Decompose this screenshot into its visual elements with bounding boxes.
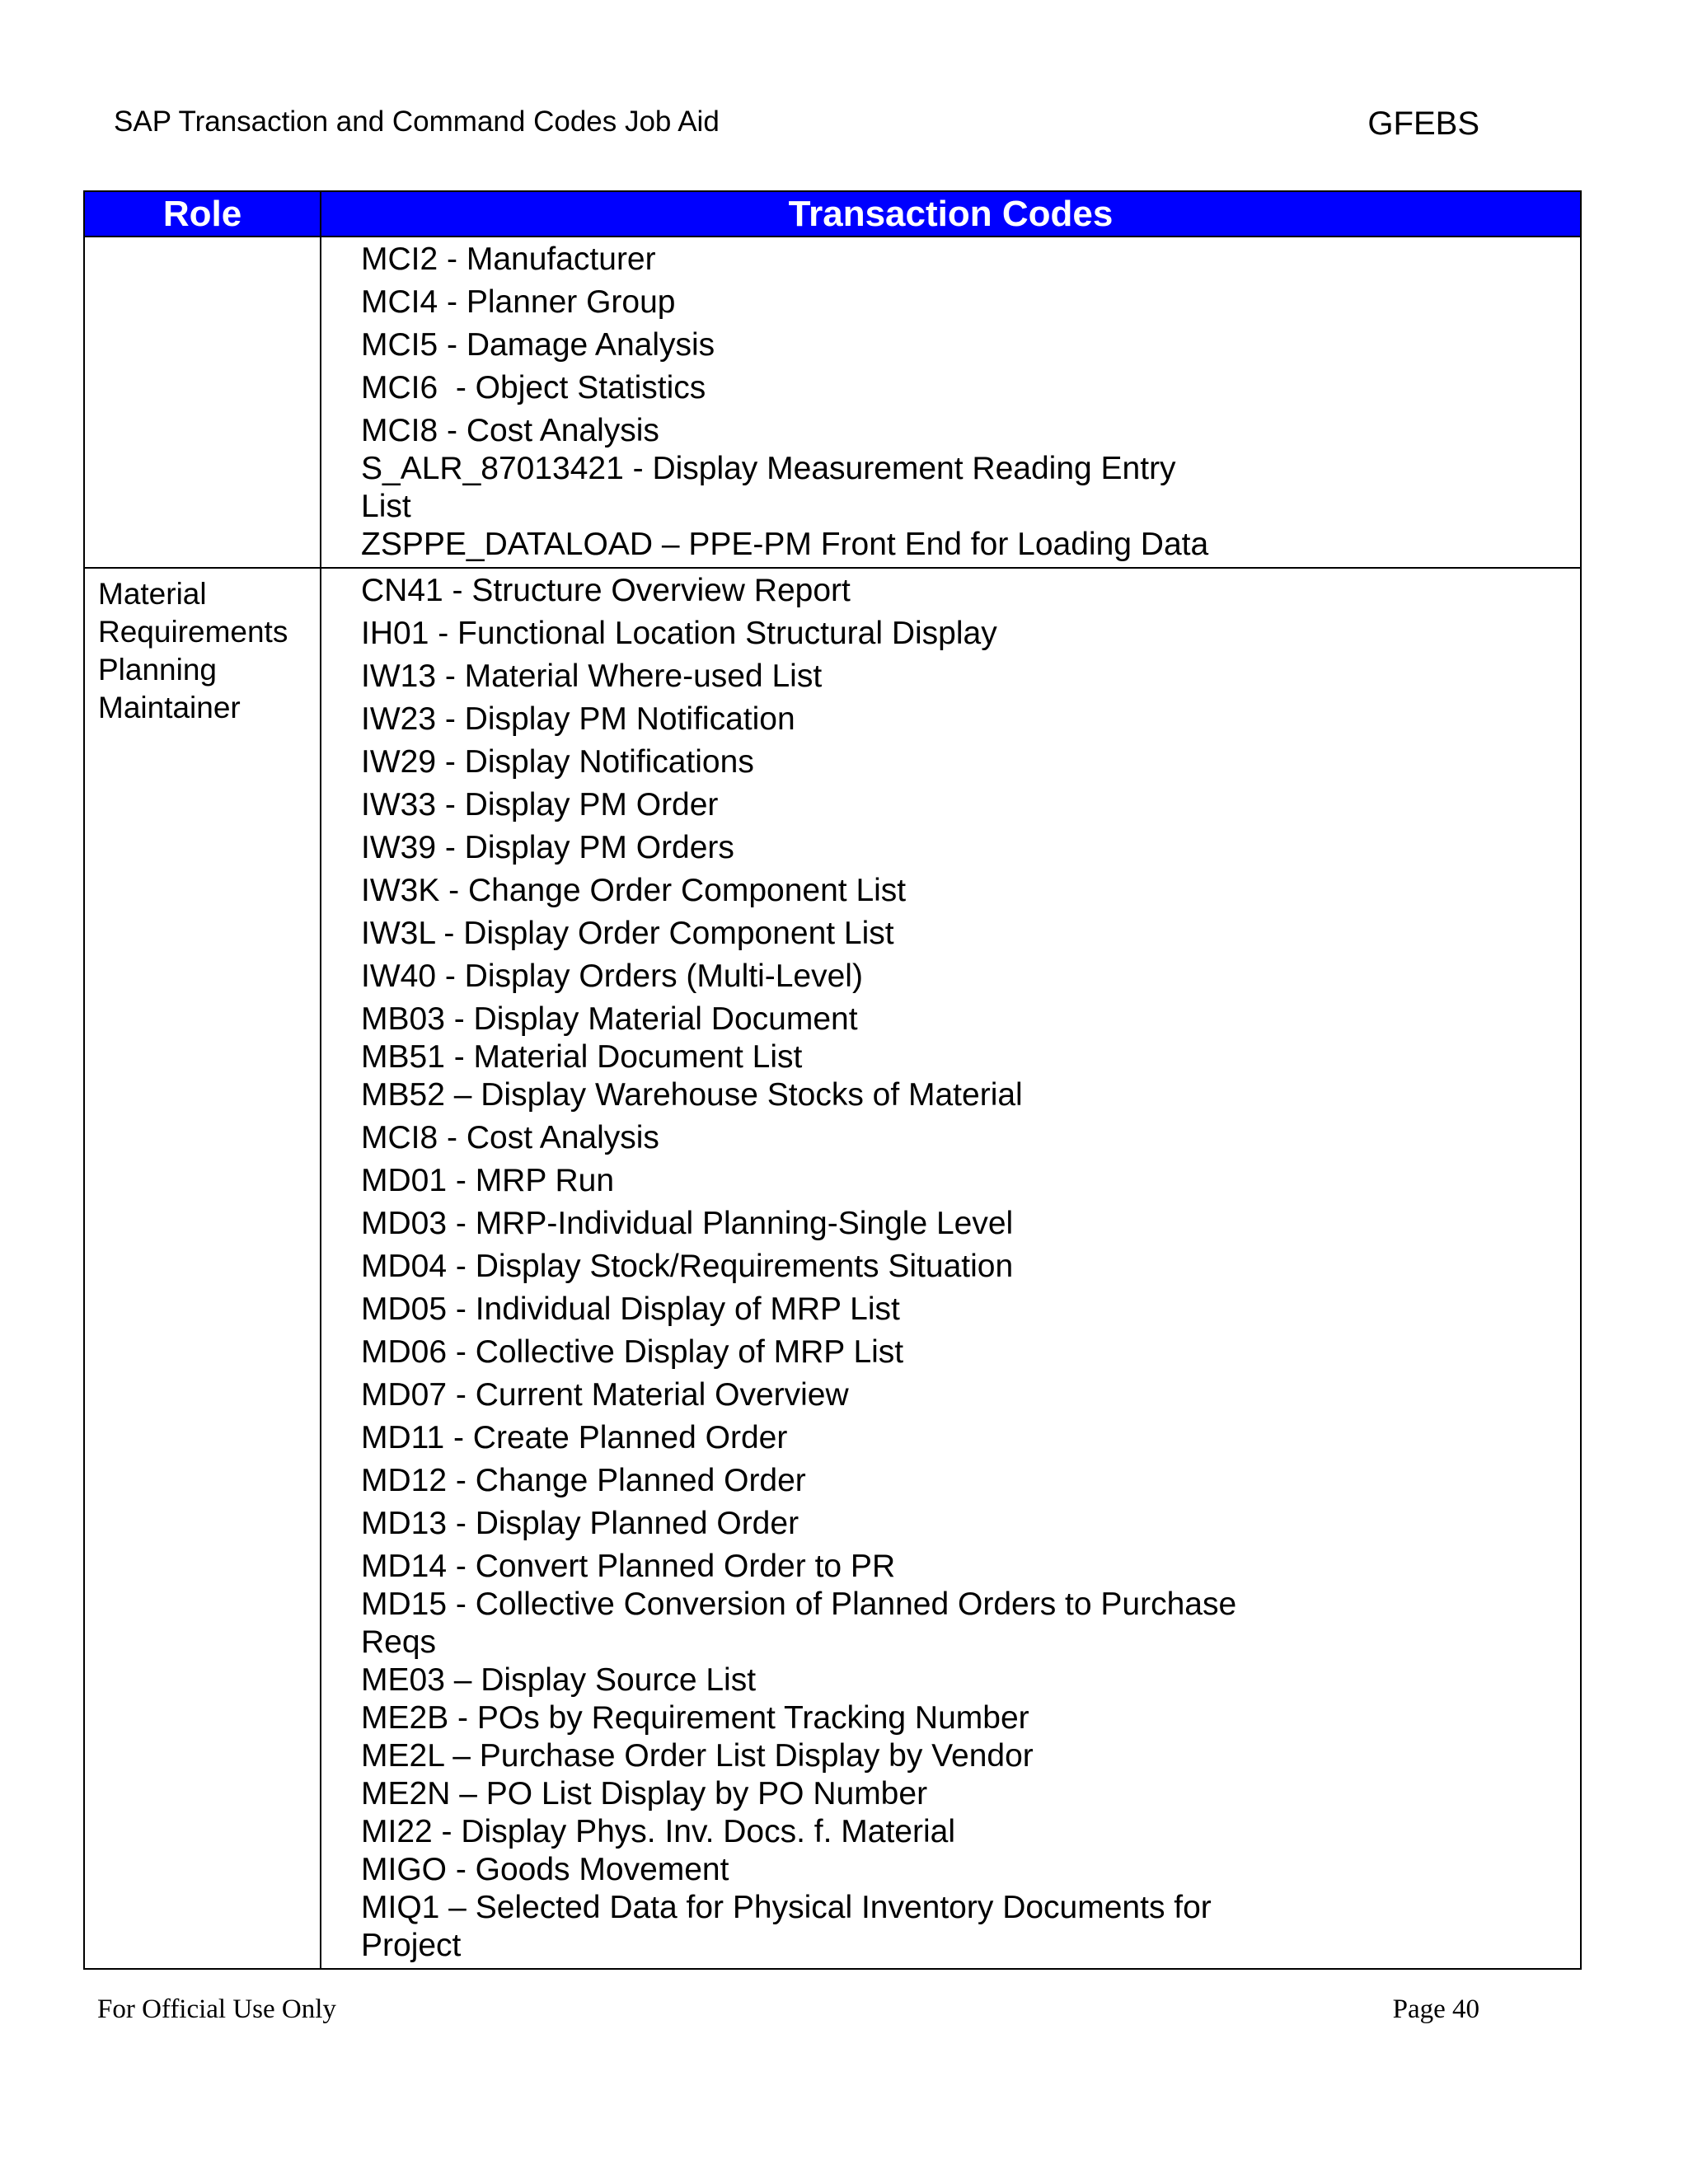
code-line: MD15 - Collective Conversion of Planned Orders to Purchase <box>361 1586 1237 1622</box>
transaction-codes-table <box>83 190 1582 1970</box>
codes-cell <box>321 237 1581 568</box>
code-line: ME03 – Display Source List <box>361 1662 757 1698</box>
code-line: MD03 - MRP-Individual Planning-Single Level <box>361 1206 1014 1241</box>
role-cell: Material Requirements Planning Maintainer <box>84 568 321 1969</box>
code-line-continuation: Reqs <box>361 1624 437 1660</box>
code-line-continuation: Project <box>361 1928 462 1963</box>
code-line: MCI8 - Cost Analysis <box>361 413 659 448</box>
code-line: IW39 - Display PM Orders <box>361 830 734 865</box>
role-cell <box>84 237 321 568</box>
code-line: IH01 - Functional Location Structural Display <box>361 616 997 651</box>
code-line: MD13 - Display Planned Order <box>361 1506 799 1541</box>
code-line: IW29 - Display Notifications <box>361 744 754 780</box>
code-line: ME2N – PO List Display by PO Number <box>361 1776 928 1811</box>
code-line: MCI8 - Cost Analysis <box>361 1120 659 1155</box>
code-line: MD07 - Current Material Overview <box>361 1377 849 1413</box>
code-line: ME2L – Purchase Order List Display by Vendor <box>361 1738 1034 1774</box>
code-line: MD06 - Collective Display of MRP List <box>361 1334 904 1370</box>
transaction-codes-column-header: Transaction Codes <box>321 191 1581 237</box>
footer-classification: For Official Use Only <box>97 1994 336 2024</box>
code-line: MD01 - MRP Run <box>361 1163 615 1198</box>
role-column-header: Role <box>84 191 321 237</box>
code-line: MD12 - Change Planned Order <box>361 1463 806 1498</box>
table-row <box>84 568 1581 1969</box>
code-line: IW3K - Change Order Component List <box>361 873 907 908</box>
table-header-row <box>84 191 1581 237</box>
system-name: GFEBS <box>1367 105 1479 142</box>
code-line: MIGO - Goods Movement <box>361 1852 729 1887</box>
table-row <box>84 237 1581 568</box>
code-line: MD11 - Create Planned Order <box>361 1420 788 1455</box>
code-line: ZSPPE_DATALOAD – PPE-PM Front End for Loading Data <box>361 527 1209 562</box>
code-line: MB52 – Display Warehouse Stocks of Material <box>361 1077 1023 1113</box>
document-title: SAP Transaction and Command Codes Job Aid <box>114 105 720 138</box>
code-line: MCI2 - Manufacturer <box>361 241 656 277</box>
code-line: MD04 - Display Stock/Requirements Situation <box>361 1249 1014 1284</box>
code-line: IW33 - Display PM Order <box>361 787 719 823</box>
code-line: MCI6 - Object Statistics <box>361 370 706 405</box>
code-line: MCI5 - Damage Analysis <box>361 327 715 363</box>
code-line: IW3L - Display Order Component List <box>361 916 894 951</box>
code-line: MB03 - Display Material Document <box>361 1001 858 1037</box>
page-number: Page 40 <box>1392 1994 1479 2024</box>
code-line: IW23 - Display PM Notification <box>361 701 795 737</box>
codes-cell <box>321 568 1581 1969</box>
code-line-continuation: List <box>361 489 411 524</box>
code-line: S_ALR_87013421 - Display Measurement Reading Entry <box>361 451 1176 486</box>
code-line: CN41 - Structure Overview Report <box>361 573 851 608</box>
code-line: MIQ1 – Selected Data for Physical Inventory Documents for <box>361 1890 1212 1925</box>
code-line: ME2B - POs by Requirement Tracking Number <box>361 1700 1029 1736</box>
code-line: MI22 - Display Phys. Inv. Docs. f. Material <box>361 1814 955 1849</box>
code-line: MB51 - Material Document List <box>361 1039 803 1075</box>
code-line: MD05 - Individual Display of MRP List <box>361 1291 900 1327</box>
code-line: MCI4 - Planner Group <box>361 284 676 320</box>
code-line: IW13 - Material Where-used List <box>361 658 823 694</box>
code-line: MD14 - Convert Planned Order to PR <box>361 1549 896 1584</box>
code-line: IW40 - Display Orders (Multi-Level) <box>361 958 863 994</box>
